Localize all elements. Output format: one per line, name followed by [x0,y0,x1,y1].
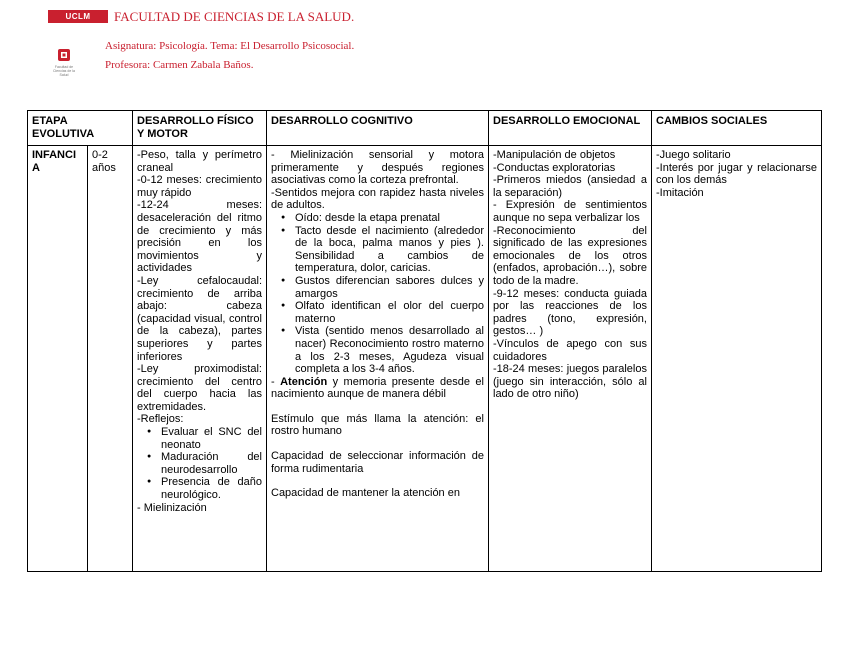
social-cell [652,146,822,572]
cognitive-text: - Mielinización sensorial y motora primeramente y después regiones asociativas como la corteza prefrontal. [271,149,484,187]
physical-text: -0-12 meses: crecimiento muy rápido [137,174,262,199]
emotional-cell [489,146,652,572]
emotional-text: -Reconocimiento del significado de las expresiones emocionales de los otros (enfados, aprobación…), sobre todo de la madre. [493,224,647,287]
stage-cell: INFANCIA [28,146,88,572]
emotional-text: -Primeros miedos (ansiedad a la separación) [493,174,647,199]
social-text: -Imitación [656,186,704,199]
seal-caption: Facultad de Ciencias de la Salud [53,65,75,77]
header-emotional: DESARROLLO EMOCIONAL [489,111,652,146]
list-item: ● Olfato identifican el olor del cuerpo materno [295,300,484,325]
list-item: ● Evaluar el SNC del neonato [161,426,262,451]
social-text: -Juego solitario [656,149,731,161]
faculty-seal-icon [57,48,71,62]
physical-text: -Peso, talla y perímetro craneal [137,149,262,174]
cognitive-text: Estímulo que más llama la atención: el rostro humano [271,412,484,438]
teacher-line: Profesora: Carmen Zabala Baños. [105,59,254,71]
cognitive-text: Capacidad de seleccionar información de forma rudimentaria [271,450,484,475]
header-social: CAMBIOS SOCIALES [652,111,822,146]
header-physical: DESARROLLO FÍSICO Y MOTOR [133,111,267,146]
emotional-text: - Expresión de sentimientos aunque no sepa verbalizar los [493,199,647,224]
list-item: ● Oído: desde la etapa prenatal [295,212,484,225]
subject-line: Asignatura: Psicología. Tema: El Desarrollo Psicosocial. [105,40,355,52]
attention-keyword: Atención [280,375,328,388]
table-row [28,146,822,572]
emotional-text: -Manipulación de objetos [493,149,616,161]
physical-text: -12-24 meses: desaceleración del ritmo de crecimiento y más precisión en los movimientos y actividades [137,199,262,275]
list-item: ● Presencia de daño neurológico. [161,476,262,501]
reflex-list [137,426,262,502]
social-text: -Interés por jugar y relacionarse con los demás [656,161,817,187]
table-header-row [28,111,822,146]
header-stage: ETAPA EVOLUTIVA [28,111,133,146]
emotional-text: -18-24 meses: juegos paralelos (juego sin interacción, sólo al lado de otro niño) [493,363,647,401]
faculty-title: FACULTAD DE CIENCIAS DE LA SALUD. [114,9,355,24]
physical-text: -Ley cefalocaudal: crecimiento de arriba abajo: cabeza (capacidad visual, control de la cabeza), partes superiores y partes inferiores [137,274,262,363]
emotional-text: -Conductas exploratorias [493,161,616,174]
physical-text: - Mielinización [137,501,207,514]
attention-rest: y memoria presente desde el nacimiento aunque de manera débil [271,375,484,401]
physical-text: -Reflejos: [137,413,184,426]
age-cell: 0-2 años [88,146,133,572]
cognitive-text: -Sentidos mejora con rapidez hasta niveles de adultos. [271,186,484,212]
emotional-text: -9-12 meses: conducta guiada por las reacciones de los padres (tono, expresión, gestos… ) [493,287,647,338]
cognitive-text: Capacidad de mantener la atención en [271,487,460,500]
physical-cell [133,146,267,572]
cognitive-cell [267,146,489,572]
physical-text: -Ley proximodistal: crecimiento del centro del cuerpo hacia las extremidades. [137,363,262,413]
list-item: ● Maduración del neurodesarrollo [161,451,262,476]
attention-paragraph [271,376,484,401]
list-item: ● Tacto desde el nacimiento (alrededor de la boca, palma manos y pies ). Sensibilidad a cambios de temperatura, dolor, caricias. [295,225,484,275]
attention-dash: - [271,375,281,388]
list-item: ● Vista (sentido menos desarrollado al nacer) Reconocimiento rostro materno a los 2-3 meses, Agudeza visual completa a los 3-4 años. [295,325,484,375]
emotional-text: -Vínculos de apego con sus cuidadores [493,337,647,363]
development-table [27,110,822,572]
header-cognitive: DESARROLLO COGNITIVO [267,111,489,146]
senses-list [271,212,484,376]
uclm-logo: UCLM [48,10,108,23]
list-item: ● Gustos diferencian sabores dulces y amargos [295,275,484,300]
